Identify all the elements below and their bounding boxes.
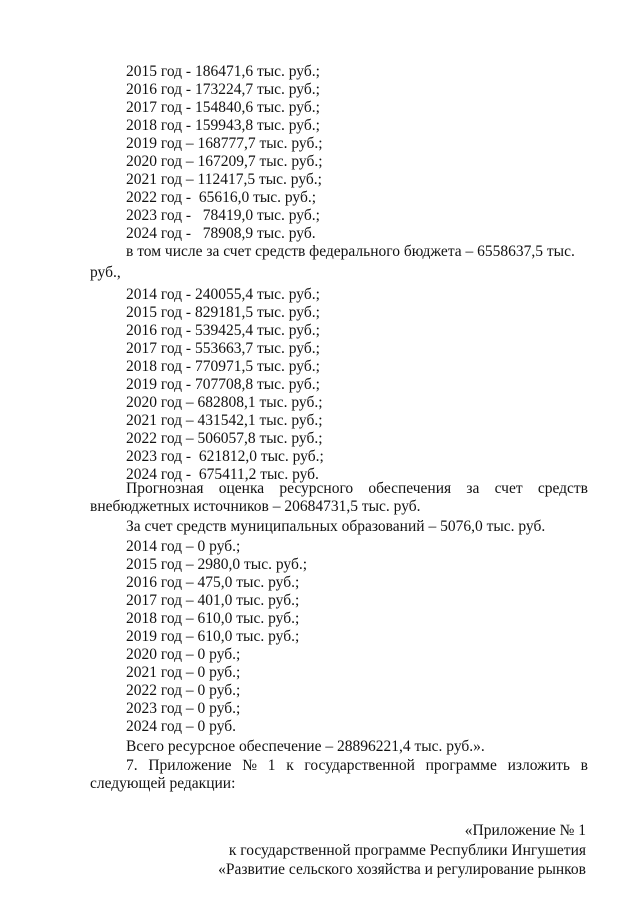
word: в (580, 757, 588, 774)
municipal-line: 2014 год – 0 руб.; (126, 538, 241, 555)
federal-line: 2016 год - 539425,4 тыс. руб.; (126, 322, 320, 339)
municipal-line: 2019 год – 610,0 тыс. руб.; (126, 628, 300, 645)
federal-budget-intro: в том числе за счет средств федерального бюджета – 6558637,5 тыс. (126, 243, 575, 260)
word: за (466, 480, 480, 497)
federal-line: 2022 год – 506057,8 тыс. руб.; (126, 430, 323, 447)
funding-line: 2016 год - 173224,7 тыс. руб.; (126, 81, 320, 98)
funding-line: 2021 год – 112417,5 тыс. руб.; (126, 171, 322, 188)
word: к (286, 757, 294, 774)
funding-line: 2020 год – 167209,7 тыс. руб.; (126, 153, 323, 170)
funding-line: 2022 год - 65616,0 тыс. руб.; (126, 189, 317, 206)
federal-budget-intro-cont: руб., (90, 264, 121, 281)
municipal-line: 2024 год – 0 руб. (126, 718, 237, 735)
funding-line: 2024 год - 78908,9 тыс. руб. (126, 225, 316, 242)
forecast-paragraph (126, 480, 588, 498)
federal-line: 2018 год - 770971,5 тыс. руб.; (126, 358, 320, 375)
federal-line: 2024 год - 675411,2 тыс. руб. (126, 466, 319, 483)
word: ресурсного (279, 480, 354, 497)
municipal-line: 2021 год – 0 руб.; (126, 664, 241, 681)
municipal-intro: За счет средств муниципальных образований – 5076,0 тыс. руб. (126, 518, 546, 535)
word: 1 (267, 757, 276, 774)
forecast-paragraph-cont: внебюджетных источников – 20684731,5 тыс. руб. (90, 498, 421, 515)
appendix-header-line: «Развитие сельского хозяйства и регулирование рынков (218, 861, 586, 878)
item7-paragraph-cont: следующей редакции: (90, 775, 236, 792)
federal-line: 2015 год - 829181,5 тыс. руб.; (126, 304, 320, 321)
word: программе (425, 757, 497, 774)
word: обеспечения (368, 480, 452, 497)
word: Приложение (148, 757, 232, 774)
federal-line: 2023 год - 621812,0 тыс. руб.; (126, 448, 324, 465)
funding-line: 2015 год - 186471,6 тыс. руб.; (126, 63, 320, 80)
word: изложить (507, 757, 570, 774)
word: 7. (126, 757, 138, 774)
federal-line: 2014 год - 240055,4 тыс. руб.; (126, 286, 320, 303)
municipal-line: 2022 год – 0 руб.; (126, 682, 241, 699)
appendix-header-line: «Приложение № 1 (464, 822, 586, 839)
item7-paragraph (126, 757, 588, 775)
municipal-line: 2020 год – 0 руб.; (126, 646, 241, 663)
funding-line: 2023 год - 78419,0 тыс. руб.; (126, 207, 320, 224)
municipal-line: 2015 год – 2980,0 тыс. руб.; (126, 556, 308, 573)
municipal-line: 2018 год – 610,0 тыс. руб.; (126, 610, 300, 627)
word: средств (537, 480, 588, 497)
federal-line: 2021 год – 431542,1 тыс. руб.; (126, 412, 323, 429)
word: счет (494, 480, 523, 497)
municipal-line: 2023 год – 0 руб.; (126, 700, 241, 717)
word: оценка (218, 480, 265, 497)
word: Прогнозная (126, 480, 204, 497)
total-line: Всего ресурсное обеспечение – 28896221,4 тыс. руб.». (126, 738, 485, 755)
federal-line: 2019 год - 707708,8 тыс. руб.; (126, 376, 320, 393)
funding-line: 2018 год - 159943,8 тыс. руб.; (126, 117, 320, 134)
appendix-header-line: к государственной программе Республики Ингушетия (228, 842, 586, 859)
federal-line: 2017 год - 553663,7 тыс. руб.; (126, 340, 320, 357)
word: № (242, 757, 258, 774)
municipal-line: 2017 год – 401,0 тыс. руб.; (126, 592, 300, 609)
funding-line: 2019 год – 168777,7 тыс. руб.; (126, 135, 323, 152)
word: государственной (304, 757, 415, 774)
funding-line: 2017 год - 154840,6 тыс. руб.; (126, 99, 320, 116)
municipal-line: 2016 год – 475,0 тыс. руб.; (126, 574, 300, 591)
federal-line: 2020 год – 682808,1 тыс. руб.; (126, 394, 323, 411)
